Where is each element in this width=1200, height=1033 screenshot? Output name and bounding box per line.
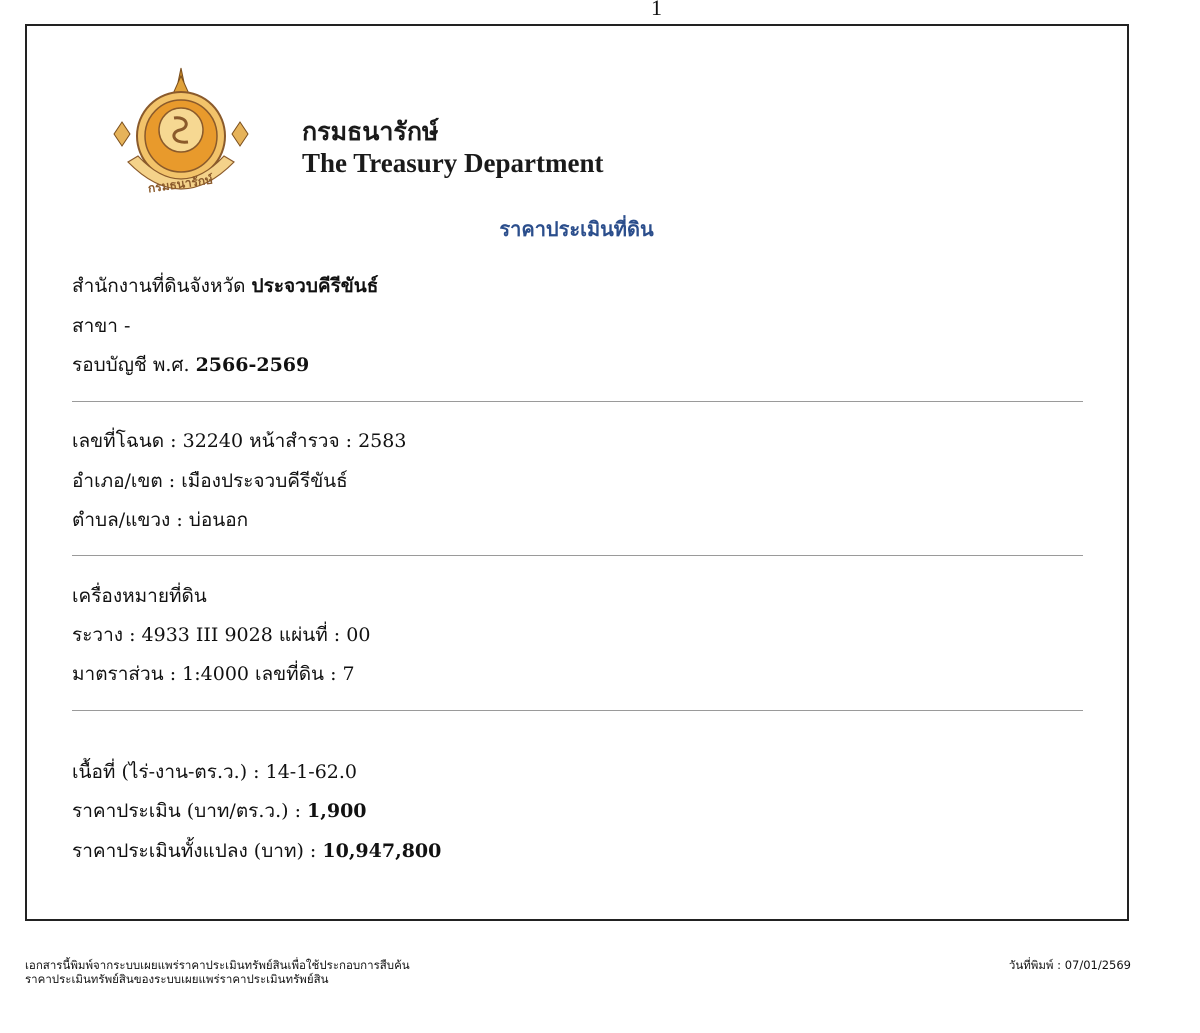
sheet-label: แผ่นที่ : [278, 624, 341, 646]
treasury-seal-logo [108, 66, 254, 206]
print-date [1009, 958, 1131, 972]
price-label: ราคาประเมิน (บาท/ตร.ว.) : [72, 800, 301, 822]
survey-page: 2583 [358, 430, 407, 452]
office-label: สำนักงานที่ดินจังหวัด [72, 275, 246, 297]
divider [72, 555, 1083, 556]
grid-value: 4933 III 9028 [141, 624, 273, 646]
grid-label: ระวาง : [72, 624, 136, 646]
footer-note-line-2: ราคาประเมินทรัพย์สินของระบบเผยแพร่ราคาประเมินทรัพย์สิน [25, 972, 329, 986]
svg-text:กรมธนารักษ์: กรมธนารักษ์ [147, 172, 214, 196]
grid-line [72, 622, 370, 648]
branch-label: สาขา [72, 315, 118, 337]
document-title: ราคาประเมินที่ดิน [499, 217, 654, 241]
survey-page-label: หน้าสำรวจ : [249, 430, 353, 452]
subdistrict-line [72, 507, 248, 533]
department-name-thai: กรมธนารักษ์ [302, 117, 439, 146]
scale-line [72, 661, 355, 687]
branch-line [72, 313, 130, 339]
parcel-value: 7 [342, 663, 355, 685]
cycle-value: 2566-2569 [195, 354, 310, 376]
sheet-value: 00 [346, 624, 371, 646]
divider [72, 401, 1083, 402]
parcel-label: เลขที่ดิน : [255, 663, 337, 685]
cycle-line [72, 352, 309, 378]
scale-label: มาตราส่วน : [72, 663, 177, 685]
total-value: 10,947,800 [322, 840, 442, 862]
print-date-value: 07/01/2569 [1064, 958, 1131, 972]
footer-note-line-1: เอกสารนี้พิมพ์จากระบบเผยแพร่ราคาประเมินทรัพย์สินเพื่อใช้ประกอบการสืบค้น [25, 958, 410, 972]
land-marker-heading: เครื่องหมายที่ดิน [72, 585, 207, 607]
district-value: เมืองประจวบคีรีขันธ์ [181, 470, 348, 492]
scale-value: 1:4000 [182, 663, 249, 685]
area-label: เนื้อที่ (ไร่-งาน-ตร.ว.) : [72, 761, 260, 783]
subdistrict-label: ตำบล/แขวง : [72, 509, 183, 531]
price-line [72, 798, 367, 824]
deed-no: 32240 [182, 430, 244, 452]
cycle-label: รอบบัญชี พ.ศ. [72, 354, 190, 376]
footer-note [25, 958, 410, 986]
divider [72, 710, 1083, 711]
area-value: 14-1-62.0 [265, 761, 358, 783]
print-date-label: วันที่พิมพ์ : [1008, 958, 1062, 972]
department-name-english: The Treasury Department [302, 148, 604, 178]
subdistrict-value: บ่อนอก [188, 509, 249, 531]
price-value: 1,900 [307, 800, 367, 822]
deed-no-label: เลขที่โฉนด : [72, 430, 177, 452]
total-line [72, 838, 441, 864]
page-number: 1 [651, 0, 662, 16]
district-line [72, 468, 348, 494]
office-value: ประจวบคีรีขันธ์ [251, 275, 379, 297]
branch-value: - [123, 315, 131, 337]
deed-line [72, 428, 406, 454]
office-line [72, 273, 378, 299]
area-line [72, 759, 357, 785]
total-label: ราคาประเมินทั้งแปลง (บาท) : [72, 840, 317, 862]
district-label: อำเภอ/เขต : [72, 470, 176, 492]
